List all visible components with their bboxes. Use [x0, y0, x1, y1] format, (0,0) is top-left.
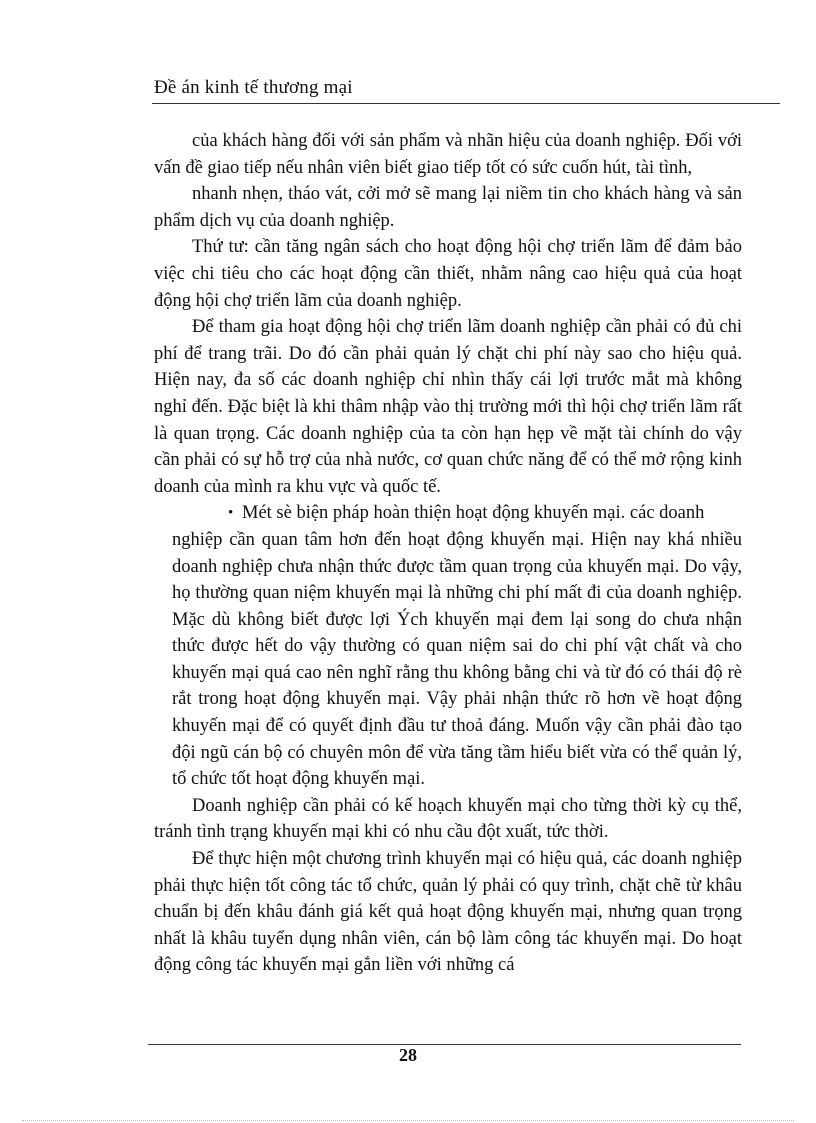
bullet-item	[172, 500, 742, 793]
header-divider	[152, 103, 780, 104]
header-title: Đề án kinh tế thương mại	[154, 77, 353, 98]
bullet-body-text: nghiệp cần quan tâm hơn đến hoạt động khuyến mại. Hiện nay khá nhiều doanh nghiệp chưa nhận thức được tầm quan trọng của khuyến mại. Do vậy, họ thường quan niệm khuyến mại là những chi phí mất đi của doanh nghiệp. Mặc dù không biết được lợi Ých khuyến mại đem lại song do chưa nhận thức được hết do vậy thường có quan niệm sai do chi phí vật chất và cho khuyến mại quá cao nên nghĩ rằng thu không bằng chi và từ đó có thái độ rè rắt trong hoạt động khuyến mại. Vậy phải nhận thức rõ hơn về hoạt động khuyến mại để có quyết định đầu tư thoả đáng. Muốn vậy cần phải đào tạo đội ngũ cán bộ có chuyên môn để vừa tăng tầm hiểu biết vừa có thể quản lý, tổ chức tốt hoạt động khuyến mại.	[172, 529, 742, 790]
bullet-lead-text: Mét sè biện pháp hoàn thiện hoạt động khuyến mại. các doanh	[242, 503, 705, 524]
page-number: 28	[399, 1045, 417, 1065]
document-body	[154, 128, 742, 979]
page-bottom-border	[22, 1120, 794, 1121]
paragraph: Thứ tư: cần tăng ngân sách cho hoạt động hội chợ triển lãm để đảm bảo việc chi tiêu cho các hoạt động cần thiết, nhằm nâng cao hiệu quả của hoạt động hội chợ triển lãm của doanh nghiệp.	[154, 237, 742, 311]
paragraph: Để thực hiện một chương trình khuyến mại có hiệu quả, các doanh nghiệp phải thực hiện tốt công tác tổ chức, quản lý phải có quy trình, chặt chẽ từ khâu chuẩn bị đến khâu đánh giá kết quả hoạt động khuyến mại, nhưng quan trọng nhất là khâu tuyển dụng nhân viên, cán bộ làm công tác khuyến mại. Do hoạt động công tác khuyến mại gắn liền với những cá	[154, 849, 742, 976]
paragraph: Doanh nghiệp cần phải có kế hoạch khuyến mại cho từng thời kỳ cụ thể, tránh tình trạng khuyến mại khi có nhu cầu đột xuất, tức thời.	[154, 795, 742, 843]
paragraph: Để tham gia hoạt động hội chợ triển lãm doanh nghiệp cần phải có đủ chi phí để trang trãi. Do đó cần phải quản lý chặt chi phí này sao cho hiệu quả. Hiện nay, đa số các doanh nghiệp chỉ nhìn thấy cái lợi trước mắt mà không nghỉ đến. Đặc biệt là khi thâm nhập vào thị trường mới thì hội chợ triển lãm rất là quan trọng. Các doanh nghiệp của ta còn hạn hẹp về mặt tài chính do vậy cần phải có sự hỗ trợ của nhà nước, cơ quan chức năng để có thể mở rộng kinh doanh của mình ra khu vực và quốc tế.	[154, 317, 742, 497]
bullet-first-line	[172, 500, 742, 527]
paragraph: của khách hàng đối với sản phẩm và nhãn hiệu của doanh nghiệp. Đối với vấn đề giao tiếp nếu nhân viên biết giao tiếp tốt có sức cuốn hút, tài tình,	[154, 131, 742, 178]
paragraph: nhanh nhẹn, tháo vát, cởi mở sẽ mang lại niềm tin cho khách hàng và sản phẩm dịch vụ của doanh nghiệp.	[154, 184, 742, 231]
bullet-icon: •	[228, 505, 234, 522]
